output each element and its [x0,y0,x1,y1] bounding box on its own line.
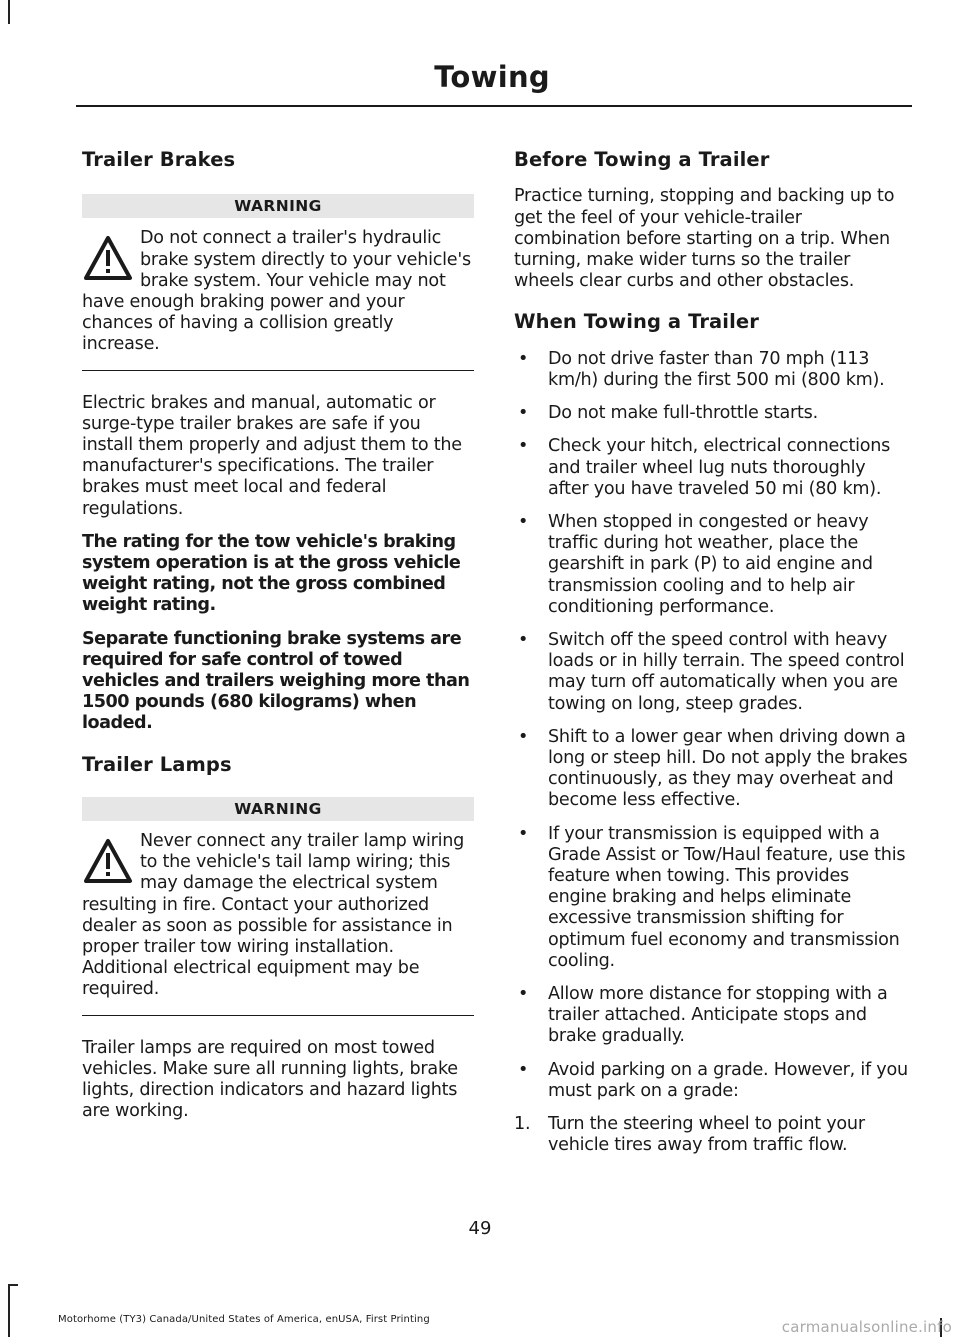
bullet-glyph: • [518,511,529,532]
warning-text: Never connect any trailer lamp wiring to the vehicle's tail lamp wiring; this may damage the electrical system resulting in fire. Contact your authorized dealer as soon as possible for assistance in proper trailer tow wiring installation. Additional electrical equipment may be required. [82,831,465,1000]
list-item-text: Switch off the speed control with heavy loads or in hilly terrain. The speed control may turn off automatically when you are towing on long, steep grades. [548,630,905,714]
numbered-step [514,1114,908,1156]
paragraph: Trailer lamps are required on most towed vehicles. Make sure all running lights, brake lights, direction indicators and hazard lights are working. [82,1037,458,1122]
warning-text: Do not connect a trailer's hydraulic brake system directly to your vehicle's brake system. Your vehicle may not have enough braking power and your chances of having a collision greatly increase. [82,228,471,355]
list-item-text: If your transmission is equipped with a Grade Assist or Tow/Haul feature, use this feature when towing. This provides engine braking and helps eliminate excessive transmission shifting for optimum fuel economy and transmission cooling. [548,823,906,971]
list-item [514,436,908,500]
list-item [514,984,908,1048]
paragraph: Practice turning, stopping and backing up to get the feel of your vehicle-trailer combination before starting on a trip. When turning, make wider turns so the trailer wheels clear curbs and other obstacles. [514,186,895,292]
header-rule [76,105,912,107]
right-column [514,140,908,1156]
watermark: carmanualsonline.info [781,1318,952,1336]
bullet-glyph: • [518,726,529,747]
list-item [514,824,908,972]
warning-rule [82,1015,474,1016]
step-number: 1. [514,1114,531,1135]
list-item-text: Do not drive faster than 70 mph (113 km/h) during the first 500 mi (800 km). [548,348,885,390]
bullet-list [514,349,908,1102]
paragraph: Electric brakes and manual, automatic or surge-type trailer brakes are safe if you install them properly and adjust them to the manufacturer's specifications. The trailer brakes must meet local and federal regulations. [82,392,462,519]
crop-mark [8,1284,10,1337]
bullet-glyph: • [518,436,529,457]
warning-triangle-icon [82,835,134,891]
list-item [514,512,908,618]
list-item-text: Allow more distance for stopping with a trailer attached. Anticipate stops and brake gradually. [548,984,888,1047]
warning-box [82,228,474,355]
list-item [514,630,908,715]
when-towing-heading: When Towing a Trailer [514,310,759,334]
list-item [514,403,908,424]
list-item [514,1060,908,1102]
list-item-text: Shift to a lower gear when driving down a long or steep hill. Do not apply the brakes continuously, as they may overheat and become less effective. [548,726,908,811]
list-item [514,349,908,391]
crop-mark [8,0,10,24]
bullet-glyph: • [518,984,529,1005]
warning-label: WARNING [82,194,474,218]
bullet-glyph: • [518,403,529,424]
list-item-text: Check your hitch, electrical connections and trailer wheel lug nuts thoroughly after you have traveled 50 mi (80 km). [548,436,891,499]
list-item-text: Do not make full-throttle starts. [548,403,818,424]
crop-mark [8,1284,18,1286]
before-towing-heading: Before Towing a Trailer [514,148,770,171]
bullet-glyph: • [518,348,529,369]
page-number: 49 [468,1218,492,1239]
warning-triangle-icon [82,232,134,288]
warning-box [82,831,474,1001]
trailer-brakes-heading: Trailer Brakes [82,148,236,171]
warning-label: WARNING [82,797,474,821]
step-text: Turn the steering wheel to point your vehicle tires away from traffic flow. [548,1114,865,1156]
bold-paragraph: Separate functioning brake systems are required for safe control of towed vehicles and trailers weighing more than 1500 pounds (680 kilograms) when loaded. [82,628,470,734]
bullet-glyph: • [518,1059,529,1080]
numbered-list [514,1114,908,1156]
list-item [514,727,908,812]
bullet-glyph: • [518,823,529,844]
list-item-text: When stopped in congested or heavy traffic during hot weather, place the gearshift in park (P) to aid engine and transmission cooling and to help air conditioning performance. [548,511,873,617]
bullet-glyph: • [518,630,529,650]
warning-rule [82,370,474,371]
trailer-lamps-heading: Trailer Lamps [82,752,232,776]
left-column [82,140,474,1134]
footer-text: Motorhome (TY3) Canada/United States of America, enUSA, First Printing [58,1314,430,1325]
page-title: Towing [434,60,550,94]
list-item-text: Avoid parking on a grade. However, if you must park on a grade: [548,1059,908,1101]
bold-paragraph: The rating for the tow vehicle's braking system operation is at the gross vehicle weight rating, not the gross combined weight rating. [82,531,461,616]
